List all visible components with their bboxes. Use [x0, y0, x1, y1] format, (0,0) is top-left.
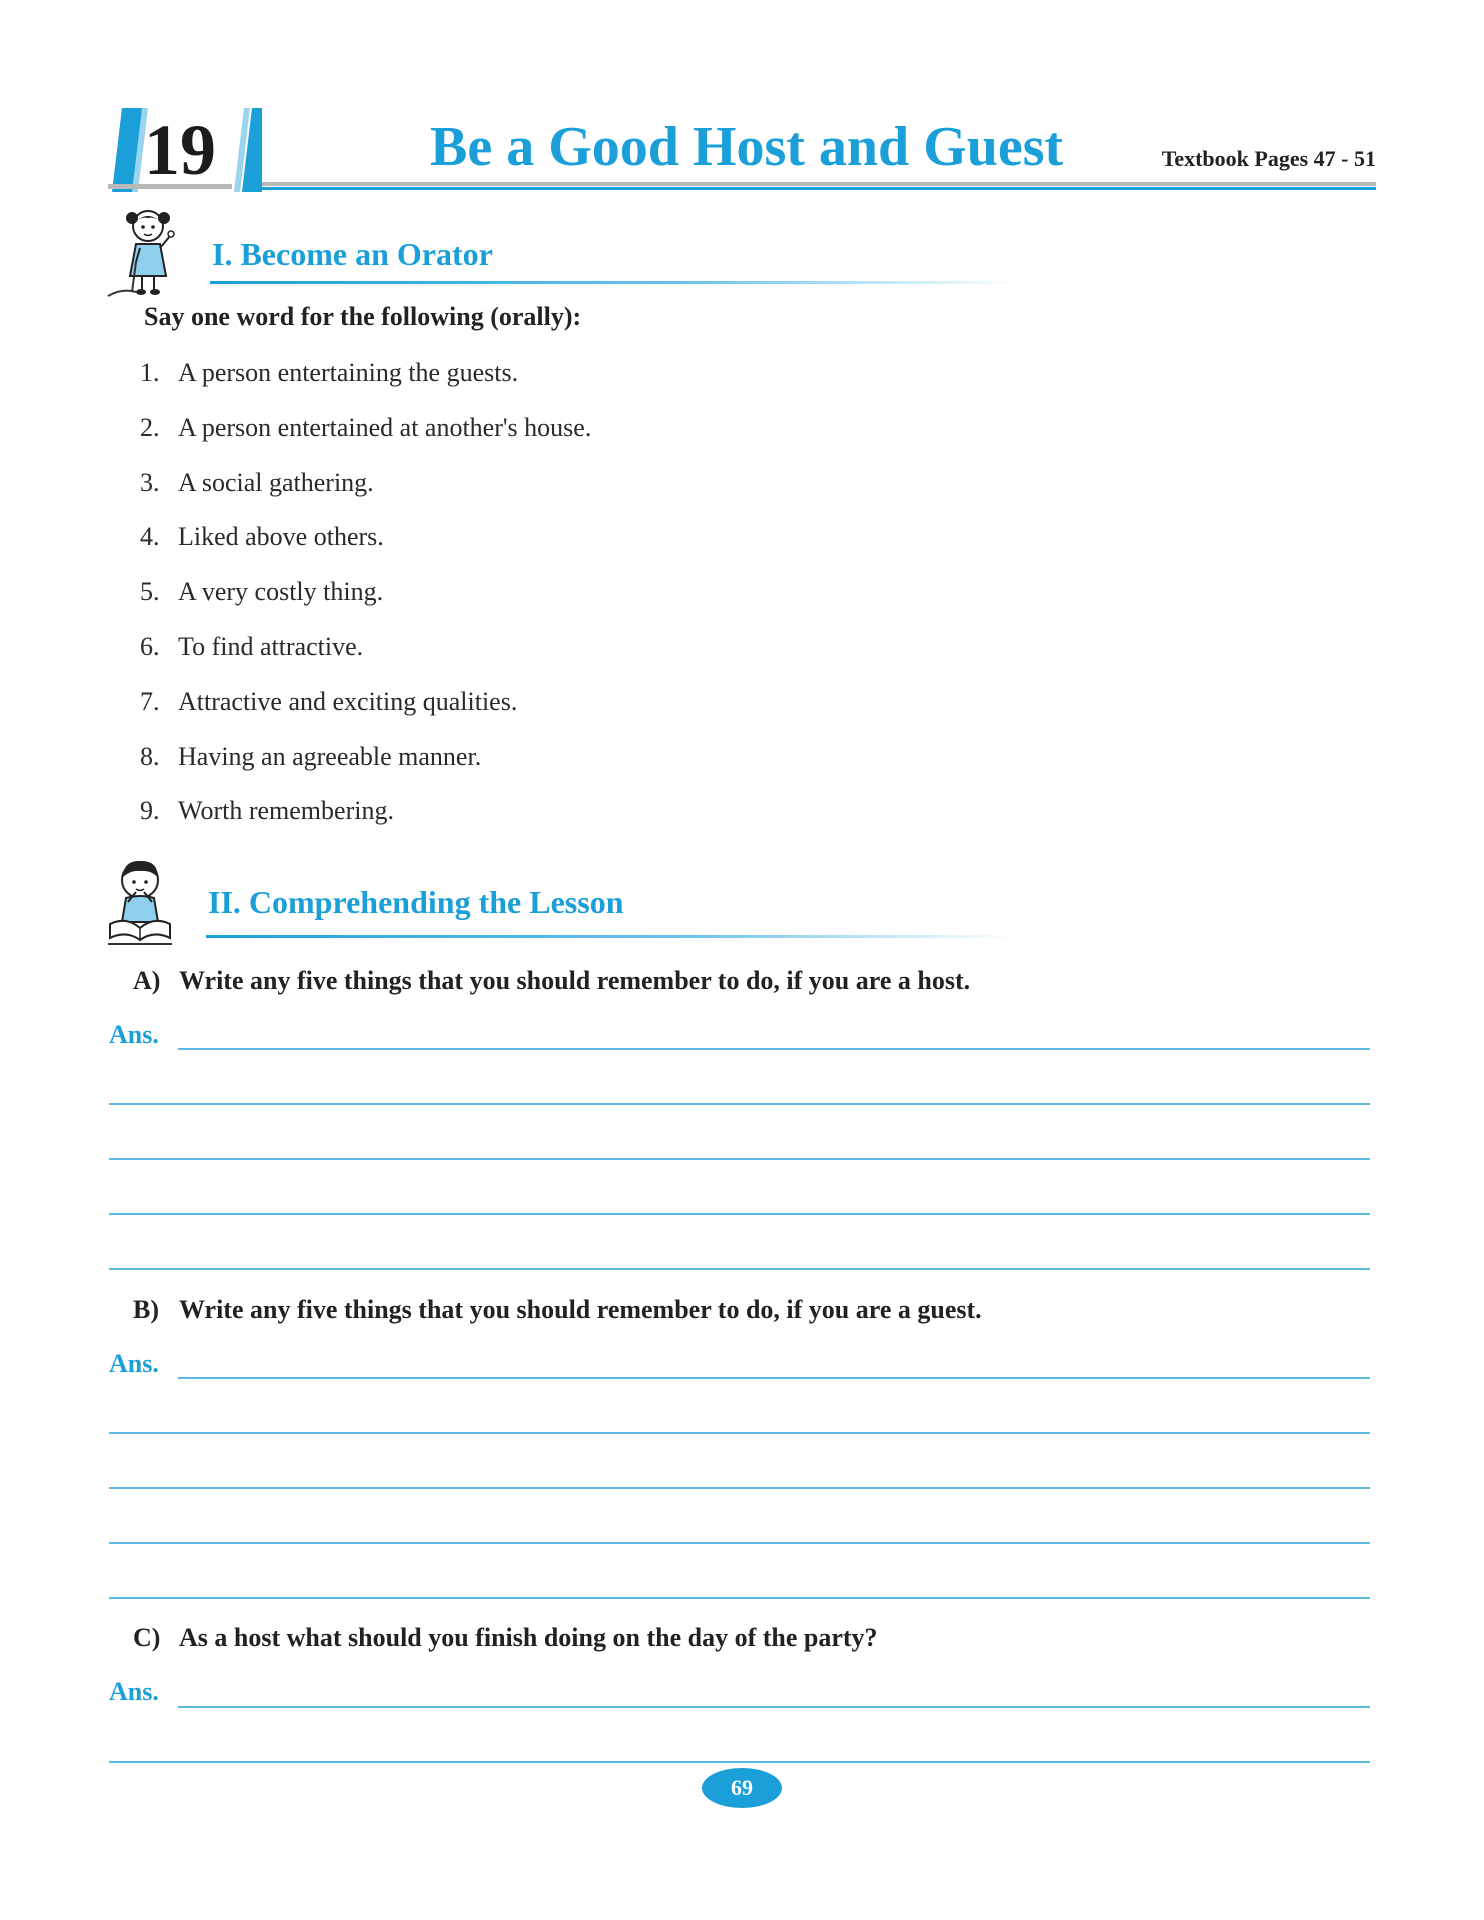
- textbook-pages-reference: Textbook Pages 47 - 51: [1161, 146, 1376, 171]
- list-item: [140, 629, 591, 684]
- answer-a-line-5[interactable]: [109, 1268, 1370, 1270]
- question-a-text: Write any five things that you should remember to do, if you are a host.: [179, 966, 971, 995]
- page-title: Be a Good Host and Guest: [430, 116, 1064, 178]
- answer-b-line-3[interactable]: [109, 1487, 1370, 1489]
- boy-reading-book-icon: [106, 858, 174, 948]
- answer-a-line-4[interactable]: [109, 1213, 1370, 1215]
- section-1-instruction: Say one word for the following (orally):: [144, 302, 582, 331]
- list-item: [140, 793, 591, 848]
- section-1-rule: [210, 281, 1020, 284]
- question-a: [133, 964, 970, 998]
- list-item: [140, 684, 591, 739]
- answer-b-line-2[interactable]: [109, 1432, 1370, 1434]
- list-item-text: A person entertained at another's house.: [178, 412, 592, 442]
- list-item: [140, 519, 591, 574]
- list-item-number: 8.: [140, 741, 160, 771]
- answer-b-label: Ans.: [109, 1349, 159, 1378]
- answer-b-line-5[interactable]: [109, 1597, 1370, 1599]
- list-item: [140, 574, 591, 629]
- list-item-text: Attractive and exciting qualities.: [178, 686, 518, 716]
- list-item-text: Having an agreeable manner.: [178, 741, 482, 771]
- page-number: 69: [702, 1768, 782, 1808]
- question-b-text: Write any five things that you should remember to do, if you are a guest.: [179, 1295, 982, 1324]
- header-rule-grey: [262, 182, 1376, 186]
- girl-with-microphone-icon: [106, 206, 186, 298]
- list-item: [140, 410, 591, 465]
- answer-b-line-1[interactable]: [178, 1377, 1370, 1379]
- answer-a-line-1[interactable]: [178, 1048, 1370, 1050]
- section-2-title: II. Comprehending the Lesson: [208, 884, 624, 920]
- chapter-badge: [108, 108, 264, 192]
- list-item-text: A very costly thing.: [178, 577, 384, 607]
- question-b: [133, 1293, 982, 1327]
- question-c: [133, 1621, 878, 1655]
- one-word-list: [140, 355, 591, 848]
- answer-a-line-2[interactable]: [109, 1103, 1370, 1105]
- section-2-rule: [206, 935, 1016, 938]
- section-1-title: I. Become an Orator: [212, 236, 493, 272]
- answer-c-label: Ans.: [109, 1677, 159, 1706]
- answer-a-label: Ans.: [109, 1020, 159, 1049]
- list-item-number: 2.: [140, 412, 160, 442]
- list-item-number: 4.: [140, 522, 160, 552]
- list-item: [140, 355, 591, 410]
- list-item-number: 6.: [140, 631, 160, 661]
- list-item-text: Worth remembering.: [178, 796, 394, 826]
- answer-a-line-3[interactable]: [109, 1158, 1370, 1160]
- list-item-number: 5.: [140, 577, 160, 607]
- list-item-text: To find attractive.: [178, 631, 364, 661]
- list-item: [140, 739, 591, 794]
- question-b-label: B): [133, 1295, 159, 1324]
- answer-c-line-2[interactable]: [109, 1761, 1370, 1763]
- list-item-text: Liked above others.: [178, 522, 384, 552]
- list-item-number: 9.: [140, 796, 160, 826]
- question-a-label: A): [133, 966, 161, 995]
- answer-c-line-1[interactable]: [178, 1706, 1370, 1708]
- list-item-text: A social gathering.: [178, 467, 374, 497]
- answer-b-line-4[interactable]: [109, 1542, 1370, 1544]
- list-item: [140, 465, 591, 520]
- list-item-number: 3.: [140, 467, 160, 497]
- list-item-number: 7.: [140, 686, 160, 716]
- list-item-number: 1.: [140, 358, 160, 387]
- header-rule-blue: [262, 187, 1376, 190]
- question-c-label: C): [133, 1623, 161, 1652]
- list-item-text: A person entertaining the guests.: [178, 358, 519, 387]
- question-c-text: As a host what should you finish doing on the day of the party?: [179, 1623, 878, 1652]
- chapter-number: 19: [144, 110, 216, 190]
